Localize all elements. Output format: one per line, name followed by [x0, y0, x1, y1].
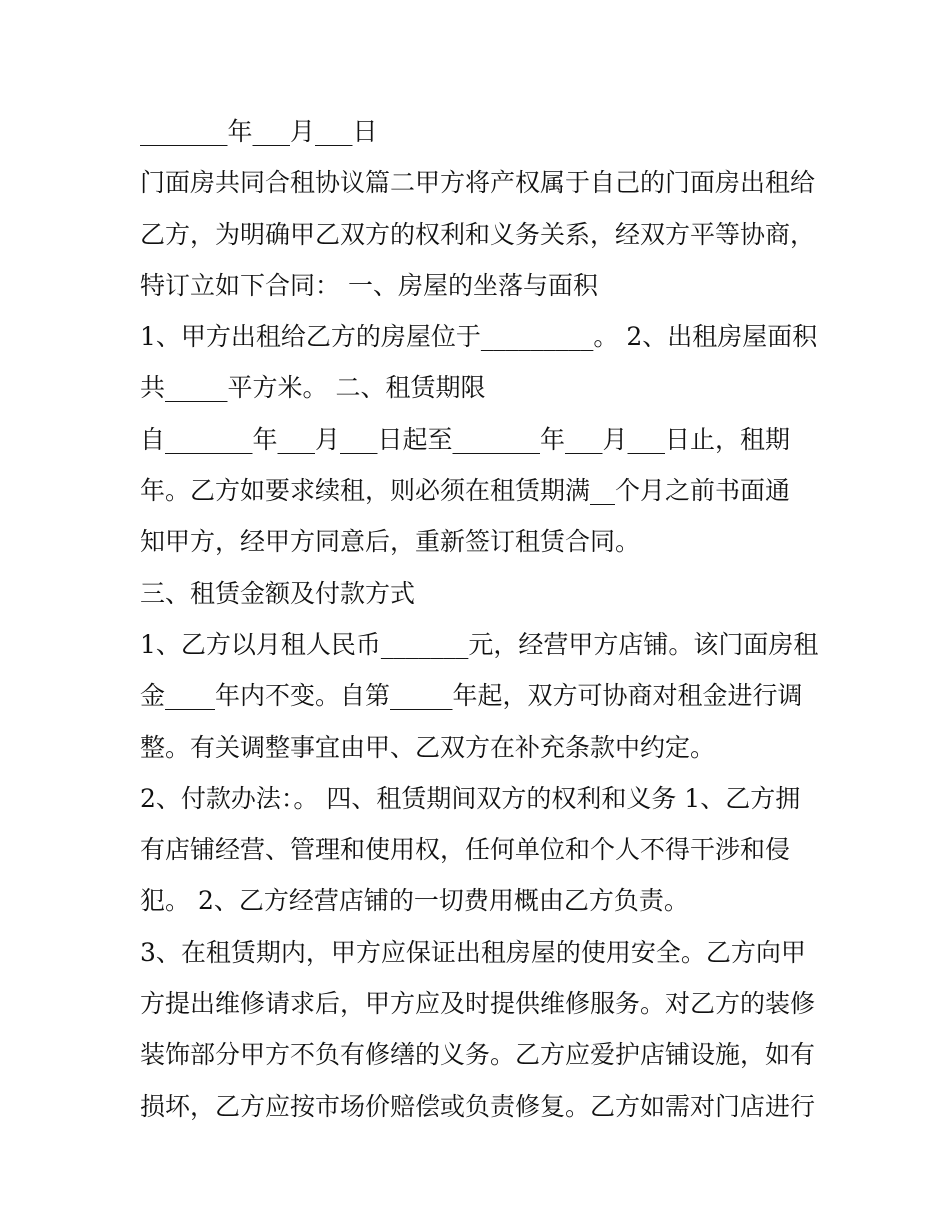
text-line: 1、乙方以月租人民币_______元，经营甲方店铺。该门面房租 [140, 629, 819, 659]
text-line: 方提出维修请求后，甲方应及时提供维修服务。对乙方的装修 [140, 989, 816, 1019]
text-line: 装饰部分甲方不负有修缮的义务。乙方应爱护店铺设施，如有 [140, 1040, 816, 1070]
text-line: 整。有关调整事宜由甲、乙双方在补充条款中约定。 [140, 732, 716, 762]
text-line: 知甲方，经甲方同意后，重新签订租赁合同。 [140, 527, 641, 557]
text-line: 乙方，为明确甲乙双方的权利和义务关系，经双方平等协商， [140, 219, 816, 249]
text-line: 犯。 2、乙方经营店铺的一切费用概由乙方负责。 [140, 886, 689, 916]
text-line: 特订立如下合同： 一、房屋的坐落与面积 [140, 270, 598, 300]
text-line: 3、在租赁期内，甲方应保证出租房屋的使用安全。乙方向甲 [140, 937, 806, 967]
text-line: 有店铺经营、管理和使用权，任何单位和个人不得干涉和侵 [140, 835, 791, 865]
text-line: 门面房共同合租协议篇二甲方将产权属于自己的门面房出租给 [140, 168, 816, 198]
text-line: 1、甲方出租给乙方的房屋位于_________。 2、出租房屋面积 [140, 322, 818, 352]
text-line: 金____年内不变。自第_____年起，双方可协商对租金进行调 [140, 681, 803, 711]
document-body [140, 106, 830, 1132]
text-line: 2、付款办法：。 四、租赁期间双方的权利和义务 1、乙方拥 [140, 783, 801, 813]
text-line: 年。乙方如要求续租，则必须在租赁期满__个月之前书面通 [140, 476, 791, 506]
text-line: 共_____平方米。 二、租赁期限 [140, 373, 486, 403]
text-line: 损坏，乙方应按市场价赔偿或负责修复。乙方如需对门店进行 [140, 1091, 816, 1121]
section-heading: 三、租赁金额及付款方式 [140, 578, 416, 608]
text-line: 自_______年___月___日起至_______年___月___日止，租期 [140, 424, 791, 454]
text-line-date: _______年___月___日 [140, 117, 378, 146]
